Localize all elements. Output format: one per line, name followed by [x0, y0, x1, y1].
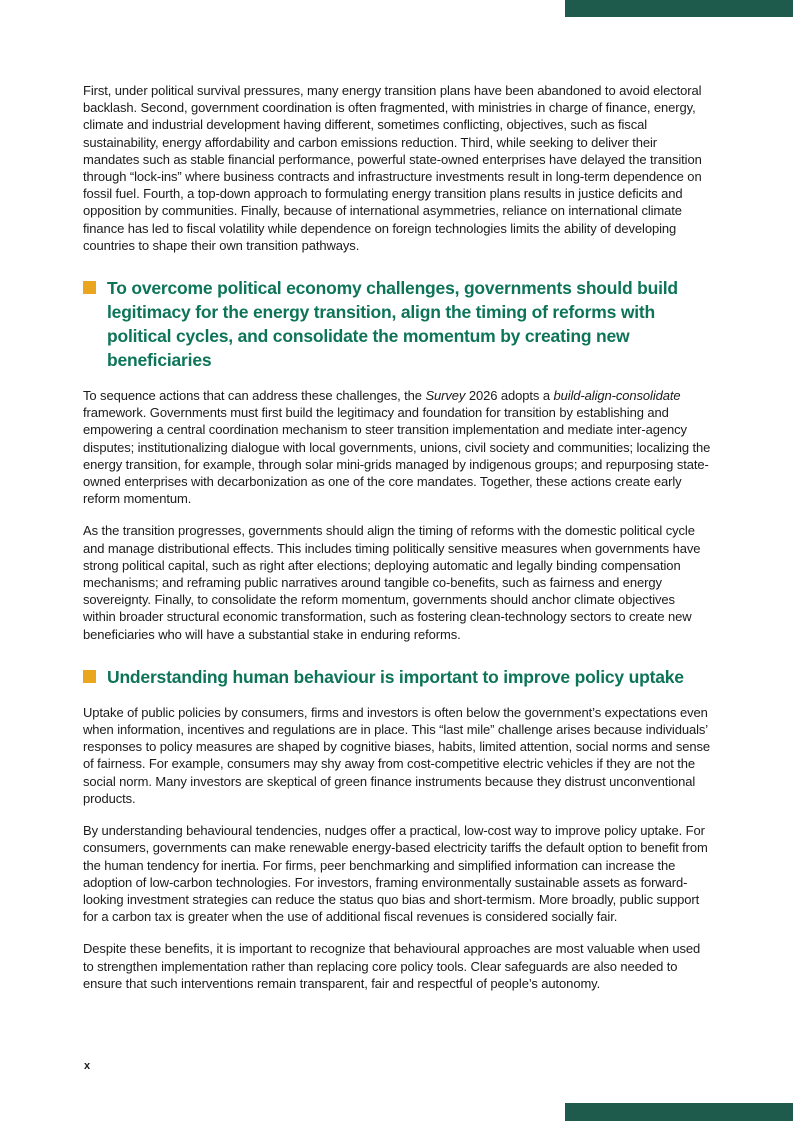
section-heading — [83, 276, 711, 372]
text-segment: framework. Governments must first build the legitimacy and foundation for transition by establishing and empowering a central coordination mechanism to steer transition implementation and mediate inter-agency disputes; institutionalizing dialogue with local governments, unions, civil society and communities; localizing the energy transition, for example, through solar mini-grids managed by indigenous groups; and repurposing state-owned enterprises with decarbonization as one of the core mandates. Together, these actions create early reform momentum. — [83, 405, 711, 507]
body-paragraph — [83, 82, 711, 254]
text-segment: Uptake of public policies by consumers, firms and investors is often below the government’s expectations even when information, incentives and regulations are in place. This “last mile” challenge arises because individuals’ responses to policy measures are shaped by cognitive biases, habits, limited attention, social norms and sense of fairness. For example, consumers may shy away from cost-competitive electric vehicles if they are not the social norm. Many investors are skeptical of green finance instruments because they distrust unconventional products. — [83, 704, 711, 806]
heading-bullet-square-icon — [83, 281, 96, 294]
text-segment: First, under political survival pressures, many energy transition plans have been abandoned to avoid electoral backlash. Second, government coordination is often fragmented, with ministries in charge of finance, energy, climate and industrial development having different, sometimes conflicting, objectives, such as fiscal sustainability, energy affordability and carbon emissions reduction. Third, while seeking to deliver their mandates such as stable financial performance, powerful state-owned enterprises have delayed the transition through “lock-ins” where business contracts and infrastructure investments result in long-term dependence on fossil fuel. Fourth, a top-down approach to formulating energy transition plans results in justice deficits and opposition by communities. Finally, because of international asymmetries, reliance on international climate finance has led to fiscal volatility while dependence on foreign technologies limits the ability of developing countries to shape their own transition pathways. — [83, 83, 702, 253]
body-paragraph — [83, 387, 711, 507]
text-segment: Despite these benefits, it is important to recognize that behavioural approaches are most valuable when used to strengthen implementation rather than replacing core policy tools. Clear safeguards are also needed to ensure that such interventions remain transparent, fair and respectful of people’s autonomy. — [83, 941, 701, 991]
text-segment-italic: build-align-consolidate — [553, 388, 681, 404]
body-paragraph — [83, 940, 711, 992]
text-segment-italic: Survey — [425, 388, 466, 404]
body-paragraph — [83, 704, 711, 807]
text-segment: By understanding behavioural tendencies, nudges offer a practical, low-cost way to improve policy uptake. For consumers, governments can make renewable energy-based electricity tariffs the default option to benefit from the human tendency for inertia. For firms, peer benchmarking and simplified information can increase the adoption of low-carbon technologies. For investors, framing environmentally sustainable assets as forward-looking investment strategies can reduce the status quo bias and short-termism. More broadly, public support for a carbon tax is greater when the use of additional fiscal revenues is considered socially fair. — [83, 823, 708, 925]
page-number: x — [84, 1060, 91, 1072]
section-heading-text: To overcome political economy challenges, governments should build legitimacy for the energy transition, align the timing of reforms with political cycles, and consolidate the momentum by creating new beneficiaries — [107, 278, 678, 371]
body-paragraph — [83, 822, 711, 925]
body-paragraph — [83, 522, 711, 642]
top-edge-accent-bar — [565, 0, 793, 17]
text-segment: As the transition progresses, governments should align the timing of reforms with the domestic political cycle and manage distributional effects. This includes timing politically sensitive measures when governments have strong political capital, such as right after elections; deploying automatic and legally binding compensation mechanisms; and reframing public narratives around tangible co-benefits, such as fairness and energy sovereignty. Finally, to consolidate the reform momentum, governments should anchor climate objectives within broader structural economic transformation, such as fostering clean-technology sectors to create new beneficiaries who will have a substantial stake in enduring reforms. — [83, 523, 701, 642]
section-heading — [83, 665, 711, 689]
bottom-edge-accent-bar — [565, 1103, 793, 1121]
text-segment: 2026 adopts a — [465, 388, 554, 404]
document-body — [83, 82, 711, 1007]
section-heading-text: Understanding human behaviour is important to improve policy uptake — [107, 666, 684, 687]
text-segment: To sequence actions that can address these challenges, the — [83, 388, 426, 404]
heading-bullet-square-icon — [83, 670, 96, 683]
